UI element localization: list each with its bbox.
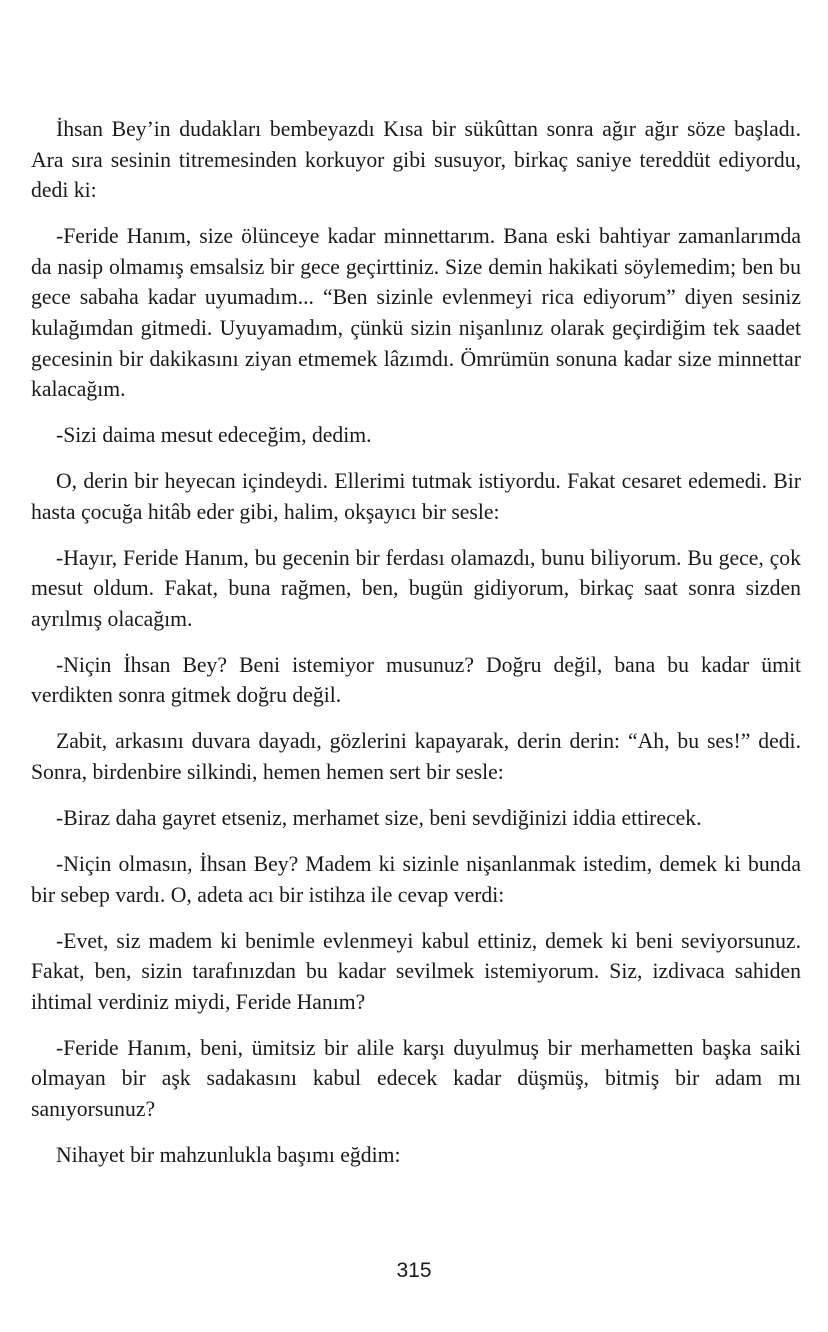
paragraph: -Biraz daha gayret etseniz, merhamet size, beni sevdiğinizi iddia ettirecek.	[56, 806, 702, 831]
body-text	[31, 114, 801, 1186]
page-number: 315	[396, 1259, 432, 1282]
paragraph: O, derin bir heyecan içindeydi. Ellerimi tutmak istiyordu. Fakat cesaret edemedi. Bir hasta çocuğa hitâb eder gibi, halim, okşayıcı bir sesle:	[31, 469, 801, 524]
paragraph: -Feride Hanım, beni, ümitsiz bir alile karşı duyulmuş bir merhametten başka saiki olmayan bir aşk sadakasını kabul edecek kadar düşmüş, bitmiş bir adam mı sanıyorsunuz?	[31, 1035, 801, 1121]
paragraph: -Sizi daima mesut edeceğim, dedim.	[56, 423, 372, 448]
paragraph: -Hayır, Feride Hanım, bu gecenin bir ferdası olamazdı, bunu biliyorum. Bu gece, çok mesut oldum. Fakat, buna rağmen, ben, bugün gidiyorum, birkaç saat sonra sizden ayrılmış olacağım.	[31, 545, 801, 631]
paragraph: Zabit, arkasını duvara dayadı, gözlerini kapayarak, derin derin: “Ah, bu ses!” dedi. Sonra, birdenbire silkindi, hemen hemen sert bir sesle:	[31, 729, 801, 785]
paragraph: -Niçin olmasın, İhsan Bey? Madem ki sizinle nişanlanmak istedim, demek ki bunda bir sebep vardı. O, adeta acı bir istihza ile cevap verdi:	[31, 852, 801, 907]
paragraph: İhsan Bey’in dudakları bembeyazdı Kısa bir sükûttan sonra ağır ağır söze başladı. Ara sıra sesinin titremesinden korkuyor gibi susuyor, birkaç saniye tereddüt ediyordu, dedi ki:	[31, 117, 801, 203]
paragraph: -Niçin İhsan Bey? Beni istemiyor musunuz? Doğru değil, bana bu kadar ümit verdikten sonra gitmek doğru değil.	[31, 652, 801, 708]
paragraph: -Evet, siz madem ki benimle evlenmeyi kabul ettiniz, demek ki beni seviyorsunuz. Fakat, ben, sizin tarafınızdan bu kadar sevilmek istemiyorum. Siz, izdivaca sahiden ihtimal verdiniz miydi, Feride Hanım?	[31, 928, 801, 1014]
paragraph: -Feride Hanım, size ölünceye kadar minnettarım. Bana eski bahtiyar zamanlarımda da nasip olmamış emsalsiz bir gece geçirttiniz. Size demin hakikati söylemedim; ben bu gece sabaha kadar uyumadım... “Ben sizinle evlenmeyi rica ediyorum” diyen sesiniz kulağımdan gitmedi. Uyuyamadım, çünkü sizin nişanlınız olarak geçirdiğim tek saadet gecesinin bir dakikasını ziyan etmemek lâzımdı. Ömrümün sonuna kadar size minnettar kalacağım.	[31, 224, 801, 402]
paragraph: Nihayet bir mahzunlukla başımı eğdim:	[56, 1142, 401, 1167]
